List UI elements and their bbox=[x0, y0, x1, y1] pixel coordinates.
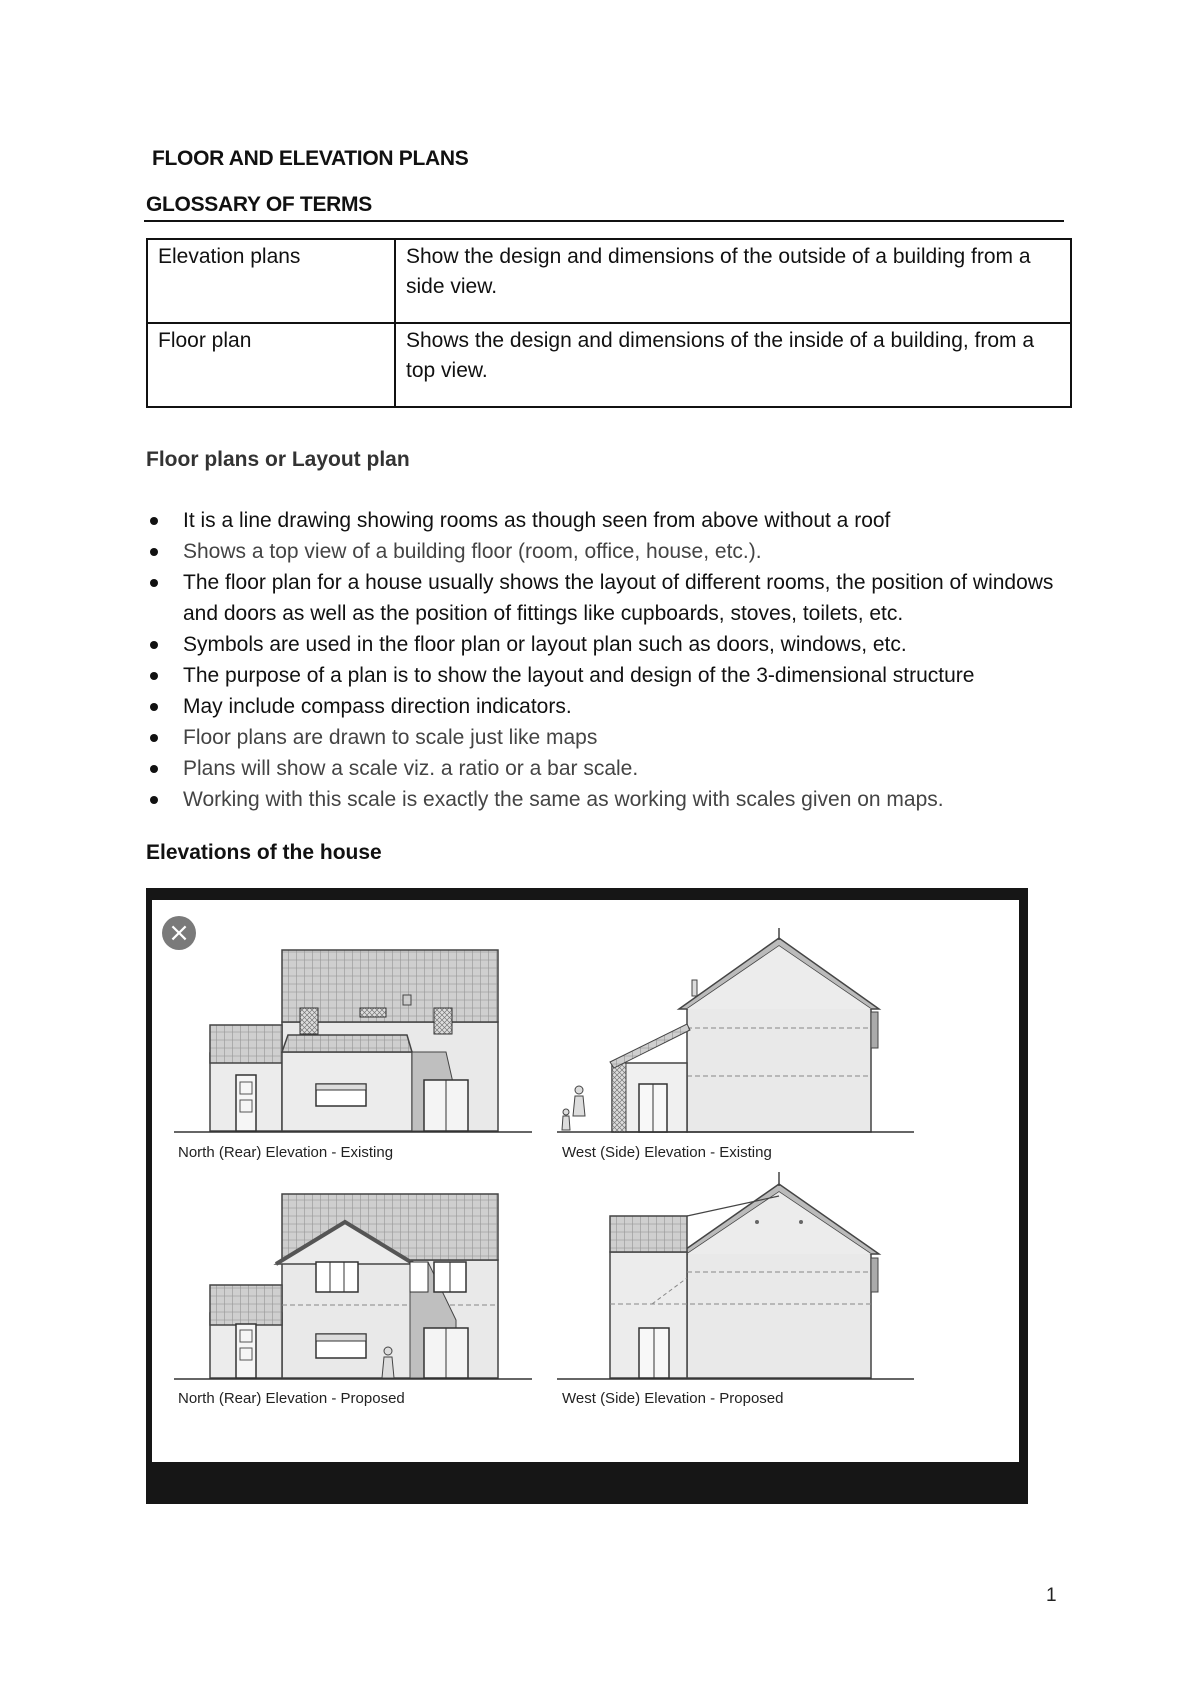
caption-north-proposed: North (Rear) Elevation - Proposed bbox=[178, 1390, 405, 1407]
glossary-row bbox=[147, 239, 1071, 323]
bullet-icon bbox=[150, 796, 158, 804]
glossary-definition: Show the design and dimensions of the outside of a building from a side view. bbox=[395, 239, 1071, 323]
glossary-underline bbox=[144, 220, 1064, 222]
west-existing-drawing bbox=[557, 928, 914, 1132]
bullet-icon bbox=[150, 548, 158, 556]
caption-west-existing: West (Side) Elevation - Existing bbox=[562, 1144, 772, 1161]
elevations-figure bbox=[146, 888, 1028, 1504]
bullet-text: Shows a top view of a building floor (room, office, house, etc.). bbox=[183, 540, 762, 563]
bullet-text: It is a line drawing showing rooms as though seen from above without a roof bbox=[183, 509, 891, 532]
glossary-heading: GLOSSARY OF TERMS bbox=[146, 193, 372, 216]
list-item bbox=[146, 660, 1076, 691]
elevations-heading: Elevations of the house bbox=[146, 841, 382, 864]
list-item bbox=[146, 784, 1076, 815]
elevations-image bbox=[152, 900, 1019, 1462]
caption-north-existing: North (Rear) Elevation - Existing bbox=[178, 1144, 394, 1161]
north-existing-drawing bbox=[174, 950, 532, 1132]
list-item bbox=[146, 722, 1076, 753]
glossary-table bbox=[146, 238, 1072, 408]
list-item bbox=[146, 753, 1076, 784]
bullet-text: Working with this scale is exactly the same as working with scales given on maps. bbox=[183, 788, 944, 811]
close-icon: × bbox=[168, 918, 190, 948]
bullet-icon bbox=[150, 765, 158, 773]
bullet-text: The purpose of a plan is to show the layout and design of the 3-dimensional structure bbox=[183, 664, 975, 687]
bullet-text: Plans will show a scale viz. a ratio or a bar scale. bbox=[183, 757, 639, 780]
north-proposed-drawing bbox=[174, 1194, 532, 1379]
bullet-text: May include compass direction indicators. bbox=[183, 695, 572, 718]
list-item bbox=[146, 505, 1076, 536]
list-item bbox=[146, 691, 1076, 722]
caption-west-proposed: West (Side) Elevation - Proposed bbox=[562, 1390, 784, 1407]
close-button[interactable] bbox=[162, 916, 196, 950]
list-item bbox=[146, 629, 1076, 660]
floor-plan-bullet-list bbox=[146, 505, 1076, 815]
list-item bbox=[146, 567, 1076, 629]
bullet-icon bbox=[150, 734, 158, 742]
bullet-icon bbox=[150, 579, 158, 587]
bullet-text: Floor plans are drawn to scale just like maps bbox=[183, 726, 598, 749]
floor-plans-heading: Floor plans or Layout plan bbox=[146, 448, 410, 471]
bullet-icon bbox=[150, 703, 158, 711]
glossary-row bbox=[147, 323, 1071, 407]
bullet-icon bbox=[150, 672, 158, 680]
west-proposed-drawing bbox=[557, 1172, 914, 1379]
page-title: FLOOR AND ELEVATION PLANS bbox=[152, 147, 469, 170]
list-item bbox=[146, 536, 1076, 567]
bullet-text: Symbols are used in the floor plan or layout plan such as doors, windows, etc. bbox=[183, 633, 907, 656]
glossary-term: Elevation plans bbox=[147, 239, 395, 323]
glossary-definition: Shows the design and dimensions of the inside of a building, from a top view. bbox=[395, 323, 1071, 407]
page-number: 1 bbox=[1046, 1585, 1057, 1606]
bullet-text: The floor plan for a house usually shows the layout of different rooms, the position of windows and doors as well as the position of fittings like cupboards, stoves, toilets, etc. bbox=[183, 571, 1054, 625]
elevation-drawings bbox=[152, 900, 1019, 1462]
bullet-icon bbox=[150, 641, 158, 649]
glossary-term: Floor plan bbox=[147, 323, 395, 407]
bullet-icon bbox=[150, 517, 158, 525]
